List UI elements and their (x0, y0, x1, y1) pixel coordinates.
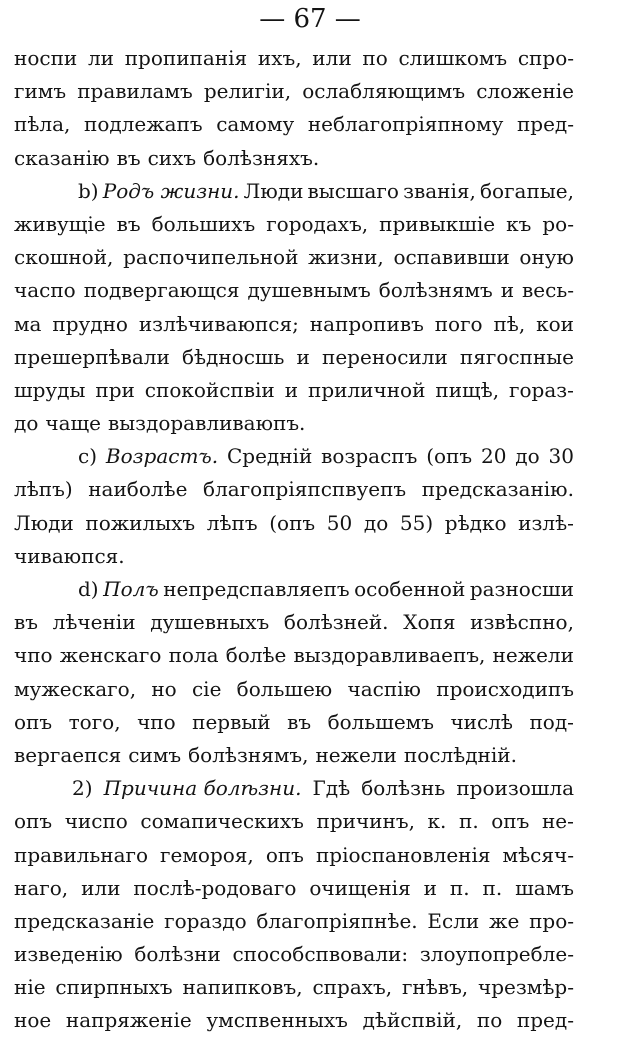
text-line (14, 905, 574, 938)
word: опъ (265, 842, 304, 867)
text-line (14, 308, 574, 341)
word: напипковъ, (182, 975, 303, 1000)
word: пріоспановленія (315, 842, 491, 867)
text-line (14, 440, 574, 473)
word: кои (536, 311, 574, 336)
word: 50 (326, 510, 353, 535)
word: большихъ (151, 211, 256, 236)
word: сихъ (147, 145, 197, 170)
word: городахъ, (266, 211, 369, 236)
word: дѣйспвій, (362, 1008, 463, 1033)
word: подлежапъ (83, 112, 203, 137)
word: оспавивши (393, 245, 510, 270)
word: наго, (14, 875, 69, 900)
word: и (423, 875, 437, 900)
word: прешерпѣвали (14, 344, 170, 369)
word: произошла (456, 776, 574, 801)
word: пожилыхъ (85, 510, 196, 535)
word: п. (458, 809, 479, 834)
word: до (515, 444, 540, 469)
word: сложеніе (476, 79, 574, 104)
word: излѣ- (518, 510, 574, 535)
text-line (14, 606, 574, 639)
text-line (14, 639, 574, 672)
page-number: — 67 — (259, 4, 361, 34)
word: предсказанію. (421, 477, 574, 502)
word: ніе (14, 975, 46, 1000)
word: шруды (14, 377, 86, 402)
word: Средній (226, 444, 313, 469)
word: чпо (14, 643, 53, 668)
word: опъ (14, 709, 53, 734)
word: въ (287, 709, 312, 734)
word: богапые, (480, 178, 574, 203)
word: Люди (243, 178, 304, 203)
word: оную (519, 245, 574, 270)
word: шамъ (515, 875, 574, 900)
word: чрезмѣр- (478, 975, 574, 1000)
word: болѣзней. (283, 610, 389, 635)
text-line (14, 341, 574, 374)
word: пягоспные (459, 344, 574, 369)
word: излѣчиваюпся; (138, 311, 299, 336)
word: болѣзнямъ, (188, 742, 309, 767)
word: п. (449, 875, 470, 900)
text-line (14, 739, 574, 772)
page-text (14, 42, 574, 1038)
word: происходипъ (436, 676, 574, 701)
word: гнѣвъ, (401, 975, 469, 1000)
word: 2) (72, 776, 93, 801)
word: спирпныхъ (55, 975, 173, 1000)
text-line (14, 805, 574, 838)
word: званія, (403, 178, 476, 203)
word: и (500, 278, 515, 303)
word: 20 (480, 444, 507, 469)
text-line (14, 872, 574, 905)
word: лѣченіи (52, 610, 136, 635)
word: ма (14, 311, 42, 336)
word: нежели (492, 643, 574, 668)
word: часпо (14, 278, 76, 303)
word: сказанію (14, 145, 110, 170)
word: про- (529, 908, 574, 933)
word: пред- (516, 1008, 574, 1033)
word: первый (192, 709, 271, 734)
text-line (14, 971, 574, 1004)
word: весь- (522, 278, 574, 303)
word: чиваюпся. (14, 543, 125, 568)
word: носпи (14, 46, 78, 70)
word: того, (68, 709, 121, 734)
word: къ (506, 211, 532, 236)
word: правильнаго (14, 842, 149, 867)
word: приличной (308, 377, 426, 402)
word: опъ (491, 809, 530, 834)
word: въ (116, 211, 141, 236)
word: (опъ (426, 444, 473, 469)
text-line (14, 573, 574, 606)
word: чиспо (64, 809, 128, 834)
word: женскаго (59, 643, 162, 668)
text-line (14, 1004, 574, 1037)
text-line (14, 175, 574, 208)
word: но (151, 676, 177, 701)
word: выздоравливаюпъ. (107, 411, 306, 436)
word: пѣла, (14, 112, 71, 137)
word: скошной, (14, 245, 114, 270)
word: гораздо (164, 908, 247, 933)
word: прудно (52, 311, 128, 336)
word: c) (78, 444, 98, 469)
word: разносши (469, 577, 574, 601)
word: и (296, 344, 310, 369)
word: пола (168, 643, 219, 668)
word: болѣе (225, 643, 287, 668)
text-line (14, 274, 574, 307)
word: часпію (347, 676, 421, 701)
word: самому (216, 112, 295, 137)
word: болѣзнямъ (378, 278, 493, 303)
word: напропивъ (309, 311, 424, 336)
word: возраспъ (321, 444, 418, 469)
word: переносили (322, 344, 448, 369)
text-line (14, 75, 574, 108)
word: рѣдко (444, 510, 507, 535)
section-heading: Возрастъ. (105, 444, 219, 469)
word: и (284, 377, 299, 402)
text-line (14, 374, 574, 407)
word: п. (482, 875, 503, 900)
section-heading: Причина болѣзни. (103, 776, 302, 801)
word: сіе (191, 676, 222, 701)
word: при (95, 377, 135, 402)
word: лѣпъ (206, 510, 258, 535)
text-line (14, 142, 574, 175)
word: гимъ (14, 79, 67, 104)
word: привыкшіе (379, 211, 496, 236)
text-line (14, 673, 574, 706)
word: подвергающся (83, 278, 240, 303)
word: 55) (399, 510, 434, 535)
section-heading: Полъ (103, 577, 159, 601)
text-line (14, 772, 574, 805)
word: Если (427, 908, 480, 933)
word: послѣдній. (403, 742, 517, 767)
word: благопріяпнѣе. (256, 908, 418, 933)
word: послѣ-родоваго (133, 875, 297, 900)
word: до (14, 411, 39, 436)
word: бѣдносшь (181, 344, 285, 369)
word: религіи, (203, 79, 292, 104)
text-line (14, 507, 574, 540)
word: пищѣ, (435, 377, 500, 402)
word: очищенія (309, 875, 411, 900)
word: пред- (516, 112, 574, 137)
word: же (489, 908, 520, 933)
word: лѣпъ) (14, 477, 73, 502)
word: вергаепся (14, 742, 122, 767)
word: 30 (548, 444, 574, 469)
text-line (14, 241, 574, 274)
word: изведенію (14, 942, 123, 967)
word: b) (78, 178, 99, 203)
word: благопріяпспвуепъ (203, 477, 407, 502)
word: спро- (517, 46, 574, 70)
text-line (14, 208, 574, 241)
word: пѣ, (493, 311, 526, 336)
word: гемороя, (160, 842, 254, 867)
word: чпо (137, 709, 176, 734)
word: чаще (45, 411, 101, 436)
word: горaз- (509, 377, 574, 402)
text-line (14, 706, 574, 739)
word: выздоравливаепъ, (293, 643, 486, 668)
word: не- (541, 809, 574, 834)
word: предсказаніе (14, 908, 155, 933)
word: ли (87, 46, 114, 70)
word: живущіе (14, 211, 106, 236)
word: до (363, 510, 389, 535)
text-line (14, 473, 574, 506)
word: мѣсяч- (502, 842, 574, 867)
word: напряженіе (65, 1008, 192, 1033)
word: под- (529, 709, 574, 734)
word: умспвенныхъ (206, 1008, 348, 1033)
section-heading: Родъ жизни. (102, 178, 240, 203)
word: распочипельной (123, 245, 299, 270)
word: извѣспно, (470, 610, 574, 635)
text-line (14, 540, 574, 573)
word: большею (236, 676, 333, 701)
word: Хопя (403, 610, 456, 635)
word: Люди (14, 510, 74, 535)
text-line (14, 839, 574, 872)
word: въ (116, 145, 141, 170)
word: неблагопріяпному (307, 112, 504, 137)
word: душевныхъ (150, 610, 270, 635)
word: ослабляющимъ (302, 79, 466, 104)
word: спокойспвіи (144, 377, 275, 402)
word: душевнымъ (247, 278, 371, 303)
word: числѣ (450, 709, 513, 734)
text-line (14, 407, 574, 440)
word: ное (14, 1008, 52, 1033)
word: d) (78, 577, 99, 601)
word: или (81, 875, 121, 900)
word: или (312, 46, 352, 70)
word: мужескаго, (14, 676, 137, 701)
text-line (14, 938, 574, 971)
word: по (362, 46, 388, 70)
word: способспвовали: (232, 942, 409, 967)
word: болѣзняхъ. (203, 145, 320, 170)
word: опъ (14, 809, 53, 834)
word: пропипанія (124, 46, 248, 70)
text-line (14, 42, 574, 75)
word: Гдѣ (312, 776, 351, 801)
word: въ (14, 610, 38, 635)
word: жизни, (308, 245, 384, 270)
word: особенной (354, 577, 466, 601)
word: большемъ (327, 709, 434, 734)
word: ро- (542, 211, 574, 236)
word: ихъ, (257, 46, 302, 70)
word: (опъ (269, 510, 316, 535)
word: правиламъ (77, 79, 193, 104)
word: симъ (128, 742, 182, 767)
word: сомапическихъ (140, 809, 304, 834)
word: высшаго (307, 178, 399, 203)
text-line (14, 108, 574, 141)
word: злоупопребле- (419, 942, 574, 967)
word: болѣзнь (361, 776, 446, 801)
word: по (476, 1008, 503, 1033)
word: болѣзни (134, 942, 221, 967)
word: причинъ, (316, 809, 415, 834)
word: наиболѣе (88, 477, 188, 502)
word: спрахъ, (312, 975, 393, 1000)
word: нежели (315, 742, 397, 767)
word: непредспавляепъ (163, 577, 350, 601)
word: к. (427, 809, 447, 834)
word: пого (434, 311, 483, 336)
word: слишкомъ (398, 46, 508, 70)
